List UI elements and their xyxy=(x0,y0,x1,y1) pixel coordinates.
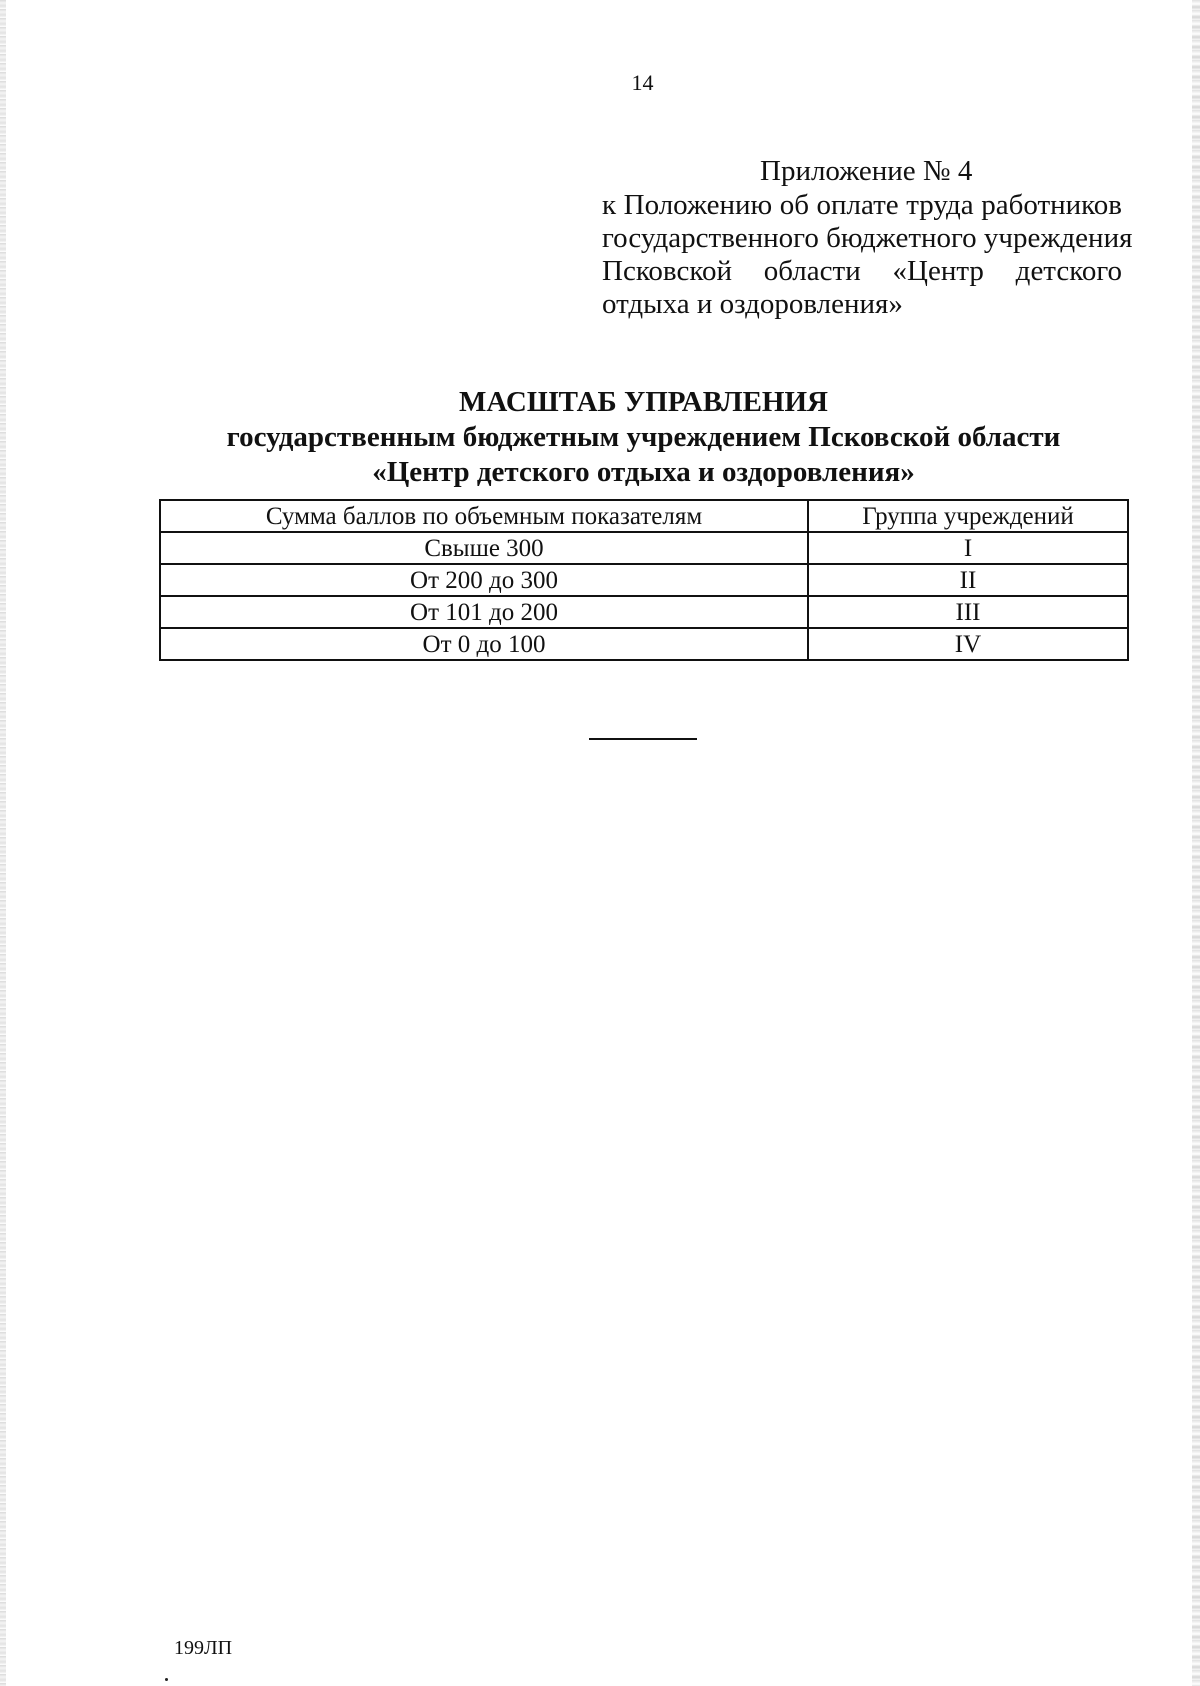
cell-points: Свыше 300 xyxy=(160,532,808,564)
cell-points: От 200 до 300 xyxy=(160,564,808,596)
column-header-group: Группа учреждений xyxy=(808,500,1128,532)
cell-group: II xyxy=(808,564,1128,596)
end-divider xyxy=(589,738,697,740)
appendix-line: отдыха и оздоровления» xyxy=(602,288,903,320)
appendix-line: к Положению об оплате труда работников xyxy=(602,189,1122,221)
table-row xyxy=(160,532,1128,564)
page-number: 14 xyxy=(631,70,654,95)
management-scale-table xyxy=(159,499,1129,661)
cell-points: От 101 до 200 xyxy=(160,596,808,628)
scan-speck xyxy=(165,1678,168,1681)
document-title xyxy=(0,385,1200,490)
appendix-block xyxy=(602,155,1133,321)
title-main: МАСШТАБ УПРАВЛЕНИЯ xyxy=(459,386,828,418)
document-code: 199ЛП xyxy=(174,1637,233,1659)
scan-edge-left xyxy=(0,0,6,1686)
title-subtitle: государственным бюджетным учреждением Псковской области xyxy=(226,421,1061,453)
cell-group: I xyxy=(808,532,1128,564)
table-row xyxy=(160,628,1128,660)
table-row xyxy=(160,596,1128,628)
cell-group: III xyxy=(808,596,1128,628)
table-header-row xyxy=(160,500,1128,532)
table-row xyxy=(160,564,1128,596)
appendix-heading: Приложение № 4 xyxy=(760,155,973,187)
title-subtitle: «Центр детского отдыха и оздоровления» xyxy=(372,456,915,488)
cell-points: От 0 до 100 xyxy=(160,628,808,660)
cell-group: IV xyxy=(808,628,1128,660)
appendix-line: Псковской области «Центр детского xyxy=(602,255,1122,287)
appendix-line: государственного бюджетного учреждения xyxy=(602,222,1133,254)
column-header-points: Сумма баллов по объемным показателям xyxy=(160,500,808,532)
scan-edge-right xyxy=(1192,0,1200,1686)
